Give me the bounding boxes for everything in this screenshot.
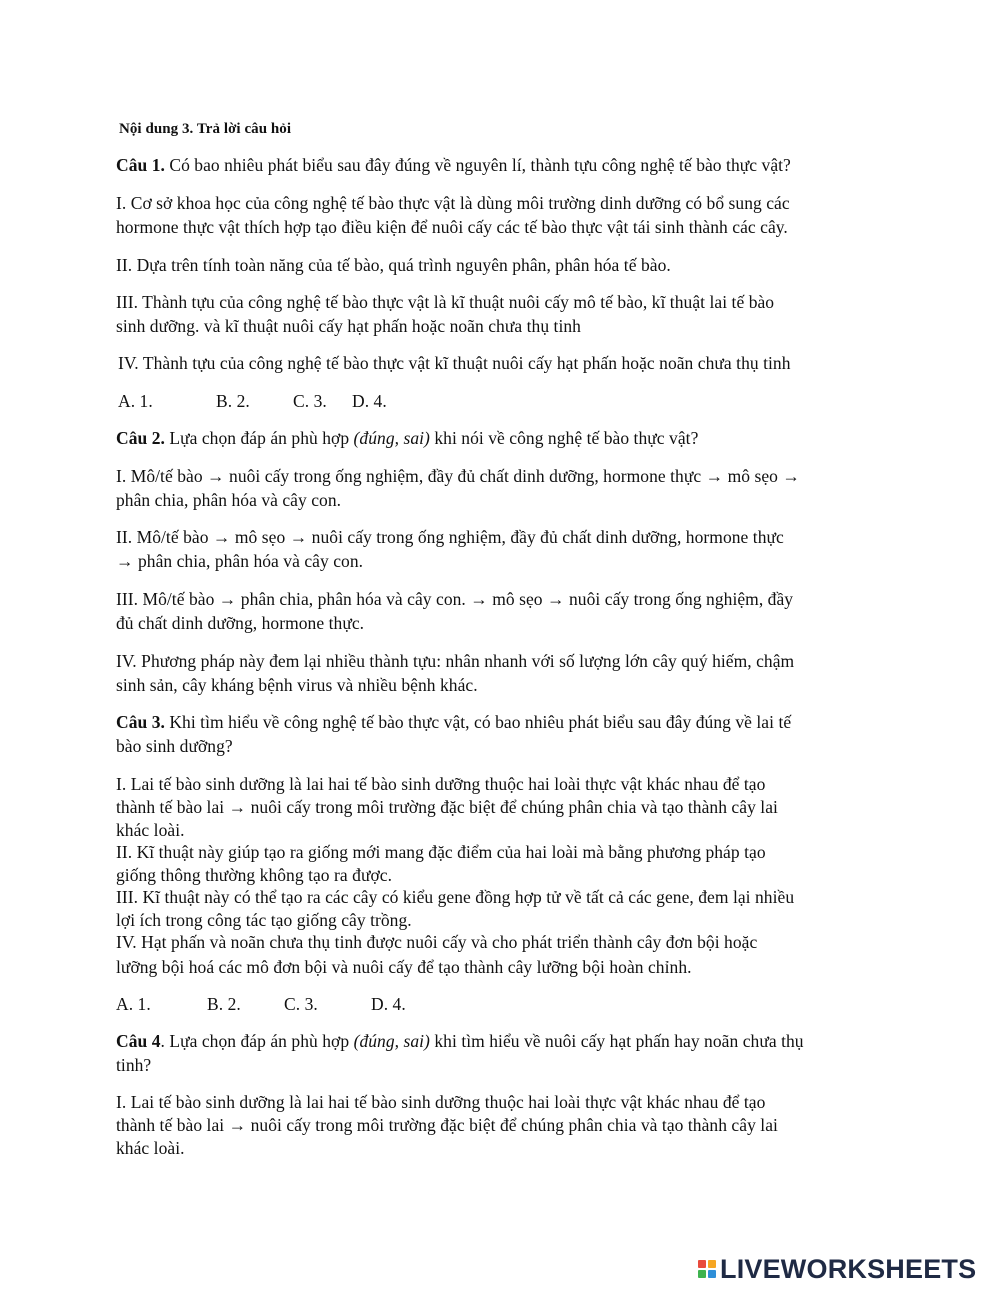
q3-statement-4-line-2: lưỡng bội hoá các mô đơn bội và nuôi cấy để tạo thành cây lưỡng bội hoàn chỉnh. xyxy=(116,957,692,977)
q1-statement-3-line-1: III. Thành tựu của công nghệ tế bào thực vật là kĩ thuật nuôi cấy mô tế bào, kĩ thuật lai tế bào xyxy=(116,292,775,312)
question-4-label: Câu 4 xyxy=(116,1031,161,1051)
q3-statement-1-line-2: thành tế bào lai → nuôi cấy trong môi trường đặc biệt để chúng phân chia và tạo thành cây lai xyxy=(116,797,778,817)
q3-option-d[interactable]: D. 4. xyxy=(371,994,406,1014)
q1-statement-1-line-2: hormone thực vật thích hợp tạo điều kiện để nuôi cấy các tế bào thực vật tái sinh thành các cây. xyxy=(116,217,788,237)
q2-statement-3-line-1: III. Mô/tế bào → phân chia, phân hóa và cây con. → mô sẹo → nuôi cấy trong ống nghiệm, đầy xyxy=(116,589,794,609)
q3-option-c[interactable]: C. 3. xyxy=(284,994,318,1014)
question-2-italic: (đúng, sai) xyxy=(353,428,430,448)
question-4 xyxy=(116,1030,804,1052)
question-1-label: Câu 1. xyxy=(116,155,165,175)
q2-statement-2-line-2: → phân chia, phân hóa và cây con. xyxy=(116,551,364,571)
q1-statement-2: II. Dựa trên tính toàn năng của tế bào, quá trình nguyên phân, phân hóa tế bào. xyxy=(116,255,671,275)
q1-statement-3-line-2: sinh dưỡng. và kĩ thuật nuôi cấy hạt phấn hoặc noãn chưa thụ tinh xyxy=(116,316,581,336)
q3-statement-4-line-1: IV. Hạt phấn và noãn chưa thụ tinh được nuôi cấy và cho phát triển thành cây đơn bội hoặc xyxy=(116,932,758,952)
q2-statement-2-line-1: II. Mô/tế bào → mô sẹo → nuôi cấy trong ống nghiệm, đầy đủ chất dinh dưỡng, hormone thực xyxy=(116,527,784,547)
question-2-text-end: khi nói về công nghệ tế bào thực vật? xyxy=(429,428,699,448)
question-2-text: Lựa chọn đáp án phù hợp xyxy=(164,428,354,448)
question-4-text: . Lựa chọn đáp án phù hợp xyxy=(160,1031,354,1051)
q2-statement-1-line-2: phân chia, phân hóa và cây con. xyxy=(116,490,342,510)
q4-statement-1-line-3: khác loài. xyxy=(116,1138,185,1158)
question-4-text-end: khi tìm hiểu về nuôi cấy hạt phấn hay noãn chưa thụ xyxy=(429,1031,804,1051)
question-4-text-line-2: tinh? xyxy=(116,1055,152,1075)
q1-option-d[interactable]: D. 4. xyxy=(352,391,387,411)
q4-statement-1-line-1: I. Lai tế bào sinh dưỡng là lai hai tế bào sinh dưỡng thuộc hai loài thực vật khác nhau để tạo xyxy=(116,1092,766,1112)
question-1-text: Có bao nhiêu phát biểu sau đây đúng về nguyên lí, thành tựu công nghệ tế bào thực vật? xyxy=(164,155,791,175)
question-4-italic: (đúng, sai) xyxy=(353,1031,430,1051)
q1-statement-1-line-1: I. Cơ sở khoa học của công nghệ tế bào thực vật là dùng môi trường dinh dưỡng có bổ sung các xyxy=(116,193,790,213)
question-3-text: Khi tìm hiểu về công nghệ tế bào thực vật, có bao nhiêu phát biểu sau đây đúng về lai tế xyxy=(164,712,792,732)
q3-statement-3-line-2: lợi ích trong công tác tạo giống cây trồng. xyxy=(116,910,412,930)
question-3-text-line-2: bào sinh dưỡng? xyxy=(116,736,233,756)
q3-option-b[interactable]: B. 2. xyxy=(207,994,241,1014)
question-3-label: Câu 3. xyxy=(116,712,165,732)
q3-statement-1-line-3: khác loài. xyxy=(116,820,185,840)
q3-option-a[interactable]: A. 1. xyxy=(116,994,151,1014)
q3-statement-2-line-1: II. Kĩ thuật này giúp tạo ra giống mới mang đặc điểm của hai loài mà bằng phương pháp tạo xyxy=(116,842,766,862)
q2-statement-4-line-2: sinh sản, cây kháng bệnh virus và nhiều bệnh khác. xyxy=(116,675,478,695)
q1-statement-4: IV. Thành tựu của công nghệ tế bào thực vật kĩ thuật nuôi cấy hạt phấn hoặc noãn chưa thụ tinh xyxy=(118,353,791,373)
q4-statement-1-line-2: thành tế bào lai → nuôi cấy trong môi trường đặc biệt để chúng phân chia và tạo thành cây lai xyxy=(116,1115,778,1135)
q1-option-c[interactable]: C. 3. xyxy=(293,391,327,411)
q3-statement-3-line-1: III. Kĩ thuật này có thể tạo ra các cây có kiểu gene đồng hợp tử về tất cả các gene, đem lại nhiều xyxy=(116,887,795,907)
q1-option-b[interactable]: B. 2. xyxy=(216,391,250,411)
q3-statement-1-line-1: I. Lai tế bào sinh dưỡng là lai hai tế bào sinh dưỡng thuộc hai loài thực vật khác nhau để tạo xyxy=(116,774,766,794)
question-2 xyxy=(116,427,698,449)
liveworksheets-logo[interactable] xyxy=(698,1254,976,1284)
logo-mark-icon xyxy=(698,1260,716,1278)
q2-statement-1-line-1: I. Mô/tế bào → nuôi cấy trong ống nghiệm, đầy đủ chất dinh dưỡng, hormone thực → mô sẹo → xyxy=(116,466,800,486)
question-2-label: Câu 2. xyxy=(116,428,165,448)
q1-option-a[interactable]: A. 1. xyxy=(118,391,153,411)
q3-statement-2-line-2: giống thông thường không tạo ra được. xyxy=(116,865,393,885)
q2-statement-3-line-2: đủ chất dinh dưỡng, hormone thực. xyxy=(116,613,365,633)
logo-text: LIVEWORKSHEETS xyxy=(720,1254,977,1284)
question-3 xyxy=(116,711,791,733)
question-1 xyxy=(116,154,791,176)
q2-statement-4-line-1: IV. Phương pháp này đem lại nhiều thành tựu: nhân nhanh với số lượng lớn cây quý hiếm, chậm xyxy=(116,651,795,671)
section-title: Nội dung 3. Trả lời câu hỏi xyxy=(119,121,292,137)
